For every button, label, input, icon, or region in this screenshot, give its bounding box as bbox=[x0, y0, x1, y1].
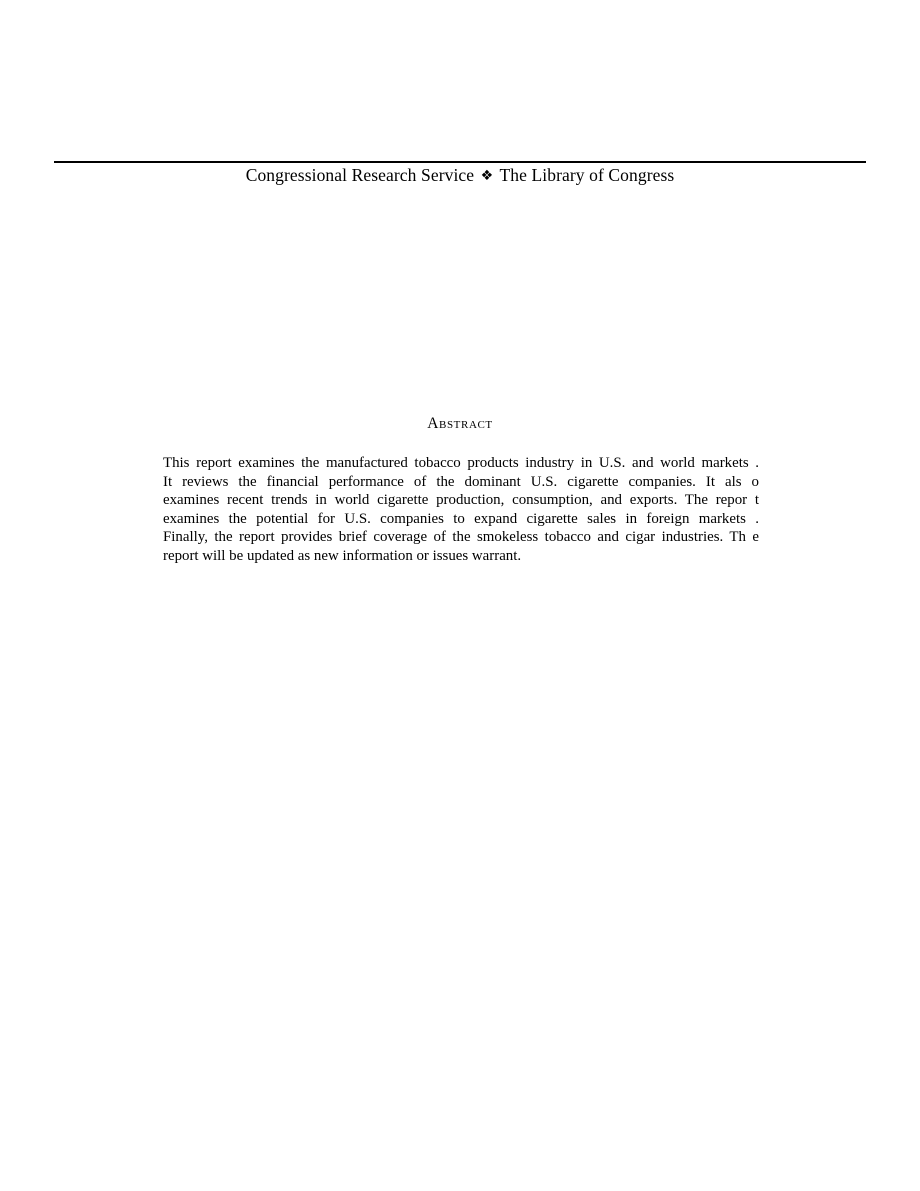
header-rule bbox=[54, 161, 866, 163]
diamond-separator-icon: ❖ bbox=[480, 168, 494, 184]
abstract-line: examines recent trends in world cigarette production, consumption, and exports. The repor t bbox=[163, 492, 759, 509]
header-library: The Library of Congress bbox=[499, 165, 675, 185]
abstract-line: Finally, the report provides brief coverage of the smokeless tobacco and cigar industries. Th e bbox=[163, 529, 759, 546]
abstract-line: This report examines the manufactured tobacco products industry in U.S. and world markets . bbox=[163, 455, 759, 471]
header-organization: Congressional Research Service bbox=[245, 165, 475, 185]
abstract-line: It reviews the financial performance of the dominant U.S. cigarette companies. It als o bbox=[163, 473, 759, 490]
abstract-heading: Abstract bbox=[427, 415, 493, 432]
page-header bbox=[0, 164, 920, 187]
abstract-line: examines the potential for U.S. companies to expand cigarette sales in foreign markets . bbox=[163, 510, 759, 527]
abstract-paragraph bbox=[163, 454, 759, 566]
abstract-line: report will be updated as new information or issues warrant. bbox=[163, 547, 522, 564]
